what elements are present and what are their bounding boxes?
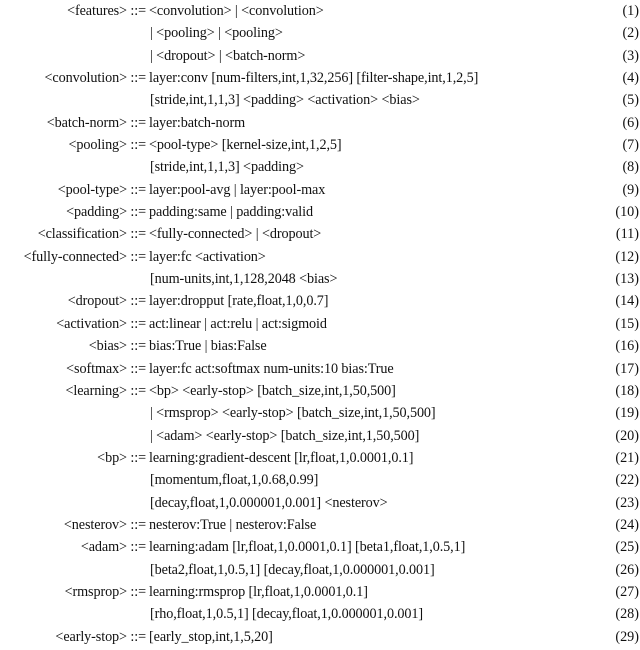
equation-number: (21) — [615, 449, 639, 466]
equation-number: (2) — [622, 25, 639, 42]
grammar-rule-row — [0, 156, 640, 178]
equation-number: (22) — [615, 472, 639, 489]
rule-lhs: <padding> ::= — [66, 204, 146, 221]
grammar-rule-row — [0, 201, 640, 223]
equation-number: (27) — [615, 583, 639, 600]
rule-rhs: layer:fc act:softmax num-units:10 bias:True — [149, 360, 394, 377]
equation-number: (18) — [615, 382, 639, 399]
grammar-rule-row — [0, 536, 640, 558]
rule-lhs: <early-stop> ::= — [55, 628, 146, 645]
rule-rhs: learning:adam [lr,float,1,0.0001,0.1] [beta1,float,1,0.5,1] — [149, 539, 466, 556]
equation-number: (8) — [622, 159, 639, 176]
grammar-rule-row — [0, 402, 640, 424]
grammar-rule-row — [0, 492, 640, 514]
rule-lhs: <classification> ::= — [37, 226, 146, 243]
equation-number: (5) — [622, 92, 639, 109]
rule-rhs: learning:gradient-descent [lr,float,1,0.0001,0.1] — [149, 449, 414, 466]
grammar-rule-row — [0, 246, 640, 268]
equation-number: (14) — [615, 293, 639, 310]
grammar-rule-row — [0, 469, 640, 491]
rule-rhs: <bp> <early-stop> [batch_size,int,1,50,500] — [149, 382, 396, 399]
rule-rhs: layer:fc <activation> — [149, 248, 266, 265]
rule-lhs: <activation> ::= — [56, 315, 146, 332]
equation-number: (9) — [622, 181, 639, 198]
rule-rhs: [stride,int,1,1,3] <padding> <activation> <bias> — [150, 92, 420, 109]
equation-number: (6) — [622, 114, 639, 131]
rule-lhs: <dropout> ::= — [67, 293, 146, 310]
rule-rhs: [momentum,float,1,0.68,0.99] — [150, 472, 319, 489]
grammar-rule-row — [0, 134, 640, 156]
equation-number: (28) — [615, 606, 639, 623]
grammar-rule-row — [0, 447, 640, 469]
rule-rhs: <convolution> | <convolution> — [149, 3, 324, 19]
grammar-rule-row — [0, 514, 640, 536]
equation-number: (15) — [615, 315, 639, 332]
equation-number: (4) — [622, 70, 639, 87]
equation-number: (25) — [615, 539, 639, 556]
rule-lhs: <learning> ::= — [65, 382, 146, 399]
grammar-rule-row — [0, 581, 640, 603]
rule-rhs: [num-units,int,1,128,2048 <bias> — [150, 271, 338, 288]
rule-rhs: | <pooling> | <pooling> — [150, 25, 283, 42]
rule-lhs: <bp> ::= — [97, 449, 146, 466]
grammar-rule-row — [0, 559, 640, 581]
equation-number: (17) — [615, 360, 639, 377]
rule-lhs: <batch-norm> ::= — [46, 114, 146, 131]
grammar-rule-row — [0, 45, 640, 67]
equation-number: (13) — [615, 271, 639, 288]
rule-lhs: <bias> ::= — [88, 338, 146, 355]
grammar-rule-row — [0, 22, 640, 44]
equation-number: (26) — [615, 561, 639, 578]
rule-rhs: layer:pool-avg | layer:pool-max — [149, 181, 326, 198]
rule-rhs: layer:conv [num-filters,int,1,32,256] [filter-shape,int,1,2,5] — [149, 70, 479, 87]
grammar-rule-row — [0, 313, 640, 335]
rule-rhs: | <rmsprop> <early-stop> [batch_size,int,1,50,500] — [150, 405, 436, 422]
grammar-rule-row — [0, 268, 640, 290]
rule-rhs: <pool-type> [kernel-size,int,1,2,5] — [149, 137, 342, 154]
grammar-rule-row — [0, 223, 640, 245]
equation-number: (7) — [622, 137, 639, 154]
rule-lhs: <fully-connected> ::= — [23, 248, 146, 265]
rule-lhs: <pool-type> ::= — [57, 181, 146, 198]
grammar-rule-row — [0, 358, 640, 380]
equation-number: (11) — [615, 226, 639, 243]
equation-number: (29) — [615, 628, 639, 645]
grammar-rule-row — [0, 179, 640, 201]
rule-rhs: [decay,float,1,0.000001,0.001] <nesterov> — [150, 494, 388, 511]
grammar-rule-row — [0, 67, 640, 89]
equation-number: (1) — [622, 3, 639, 19]
rule-rhs: layer:batch-norm — [149, 114, 246, 131]
rule-rhs: act:linear | act:relu | act:sigmoid — [149, 315, 327, 332]
rule-rhs: layer:dropput [rate,float,1,0,0.7] — [149, 293, 329, 310]
rule-rhs: [stride,int,1,1,3] <padding> — [150, 159, 304, 176]
grammar-rule-row — [0, 626, 640, 648]
equation-number: (24) — [615, 516, 639, 533]
equation-number: (10) — [615, 204, 639, 221]
grammar-rule-row — [0, 112, 640, 134]
rule-rhs: [rho,float,1,0.5,1] [decay,float,1,0.000001,0.001] — [150, 606, 424, 623]
rule-rhs: nesterov:True | nesterov:False — [149, 516, 317, 533]
grammar-rule-row — [0, 380, 640, 402]
rule-lhs: <adam> ::= — [80, 539, 146, 556]
grammar-rule-row — [0, 0, 640, 22]
rule-rhs: [early_stop,int,1,5,20] — [149, 628, 273, 645]
rule-rhs: [beta2,float,1,0.5,1] [decay,float,1,0.000001,0.001] — [150, 561, 435, 578]
equation-number: (16) — [615, 338, 639, 355]
equation-number: (12) — [615, 248, 639, 265]
grammar-rule-row — [0, 290, 640, 312]
rule-lhs: <pooling> ::= — [68, 137, 146, 154]
rule-rhs: | <dropout> | <batch-norm> — [150, 47, 306, 64]
equation-number: (23) — [615, 494, 639, 511]
grammar-rule-row — [0, 89, 640, 111]
rule-rhs: <fully-connected> | <dropout> — [149, 226, 322, 243]
grammar-rule-row — [0, 425, 640, 447]
equation-number: (3) — [622, 47, 639, 64]
grammar-rule-row — [0, 603, 640, 625]
rule-rhs: padding:same | padding:valid — [149, 204, 313, 221]
grammar-rule-row — [0, 335, 640, 357]
equation-number: (19) — [615, 405, 639, 422]
rule-rhs: learning:rmsprop [lr,float,1,0.0001,0.1] — [149, 583, 368, 600]
rule-rhs: bias:True | bias:False — [149, 338, 267, 355]
rule-lhs: <nesterov> ::= — [63, 516, 146, 533]
rule-lhs: <rmsprop> ::= — [64, 583, 146, 600]
rule-rhs: | <adam> <early-stop> [batch_size,int,1,50,500] — [150, 427, 420, 444]
equation-number: (20) — [615, 427, 639, 444]
rule-lhs: <softmax> ::= — [66, 360, 146, 377]
rule-lhs: <convolution> ::= — [44, 70, 146, 87]
rule-lhs: <features> ::= — [67, 3, 146, 19]
